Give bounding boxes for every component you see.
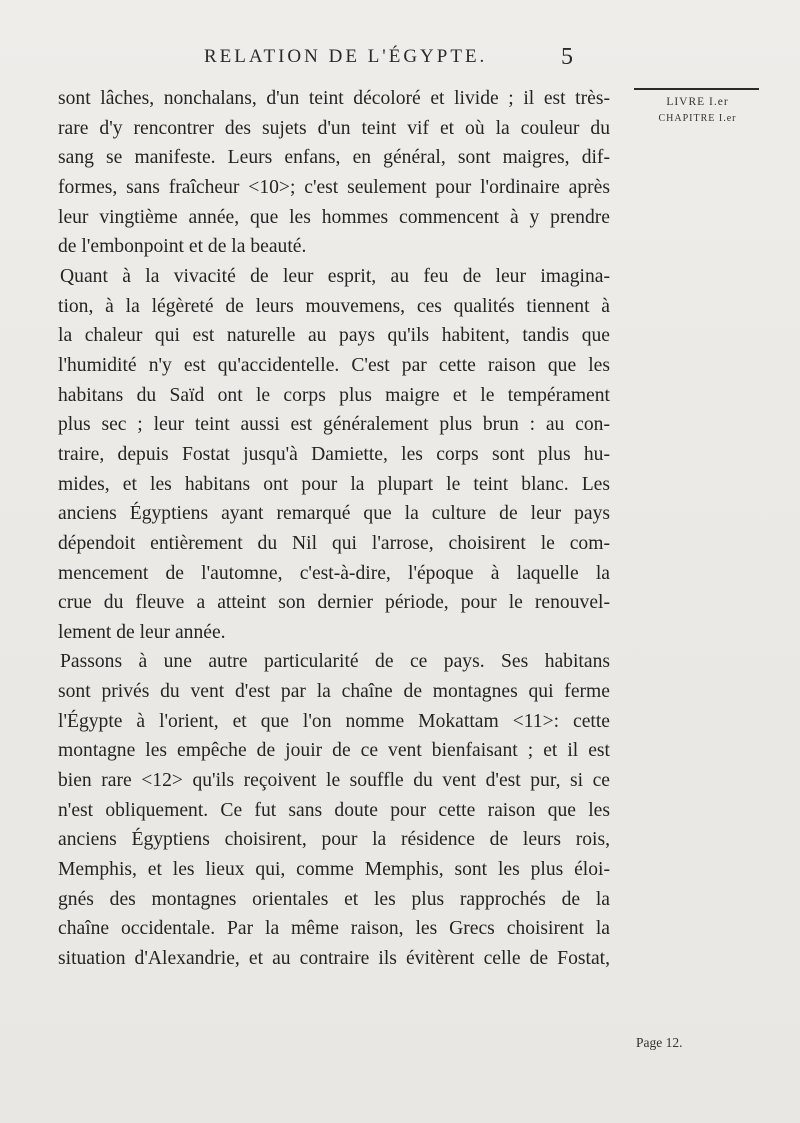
margin-rule: [634, 88, 759, 90]
body-text: [58, 84, 610, 974]
text-line: situation d'Alexandrie, et au contraire ils évitèrent celle de Fostat,: [58, 948, 610, 970]
text-line: sang se manifeste. Leurs enfans, en général, sont maigres, dif-: [58, 147, 610, 169]
text-line: chaîne occidentale. Par la même raison, les Grecs choisirent la: [58, 918, 610, 940]
margin-page-reference: Page 12.: [636, 1035, 683, 1050]
text-line: mides, et les habitans ont pour la plupart le teint blanc. Les: [58, 473, 610, 495]
text-line: mencement de l'automne, c'est-à-dire, l'époque à laquelle la: [58, 562, 610, 584]
text-line: bien rare <12> qu'ils reçoivent le souffle du vent d'est pur, si ce: [58, 770, 610, 792]
text-line: la chaleur qui est naturelle au pays qu'ils habitent, tandis que: [58, 325, 610, 347]
text-line: habitans du Saïd ont le corps plus maigre et le tempérament: [58, 384, 610, 406]
page-number: 5: [561, 44, 573, 70]
text-line: Memphis, et les lieux qui, comme Memphis, sont les plus éloi-: [58, 859, 610, 881]
text-line: tion, à la légèreté de leurs mouvemens, ces qualités tiennent à: [58, 295, 610, 317]
running-title: RELATION DE L'ÉGYPTE.: [204, 46, 488, 67]
text-line: l'humidité n'y est qu'accidentelle. C'est par cette raison que les: [58, 354, 610, 376]
text-line: rare d'y rencontrer des sujets d'un teint vif et où la couleur du: [58, 117, 610, 139]
text-line: gnés des montagnes orientales et les plus rapprochés de la: [58, 888, 610, 910]
margin-book-label: LIVRE I.er: [666, 96, 729, 108]
margin-chapter-label: CHAPITRE I.er: [658, 113, 737, 124]
text-line: dépendoit entièrement du Nil qui l'arrose, choisirent le com-: [58, 532, 610, 554]
text-line: anciens Égyptiens choisirent, pour la résidence de leurs rois,: [58, 829, 610, 851]
text-line: sont lâches, nonchalans, d'un teint décoloré et livide ; il est très-: [58, 88, 610, 109]
text-line: anciens Égyptiens ayant remarqué que la culture de leur pays: [58, 503, 610, 525]
text-line: leur vingtième année, que les hommes commencent à y prendre: [58, 206, 610, 228]
text-line: Quant à la vivacité de leur esprit, au feu de leur imagina-: [60, 265, 610, 287]
text-line: traire, depuis Fostat jusqu'à Damiette, les corps sont plus hu-: [58, 443, 610, 465]
text-line: sont privés du vent d'est par la chaîne de montagnes qui ferme: [58, 681, 610, 703]
text-line: Passons à une autre particularité de ce pays. Ses habitans: [60, 651, 610, 673]
text-line: l'Égypte à l'orient, et que l'on nomme Mokattam <11>: cette: [58, 710, 610, 732]
text-line: de l'embonpoint et de la beauté.: [58, 236, 307, 258]
text-line: formes, sans fraîcheur <10>; c'est seulement pour l'ordinaire après: [58, 176, 610, 198]
text-line: plus sec ; leur teint aussi est généralement plus brun : au con-: [58, 414, 610, 436]
text-line: montagne les empêche de jouir de ce vent bienfaisant ; et il est: [58, 740, 610, 762]
running-head: [0, 46, 800, 72]
text-line: crue du fleuve a atteint son dernier période, pour le renouvel-: [58, 592, 610, 614]
text-line: lement de leur année.: [58, 621, 226, 643]
text-line: n'est obliquement. Ce fut sans doute pour cette raison que les: [58, 799, 610, 821]
